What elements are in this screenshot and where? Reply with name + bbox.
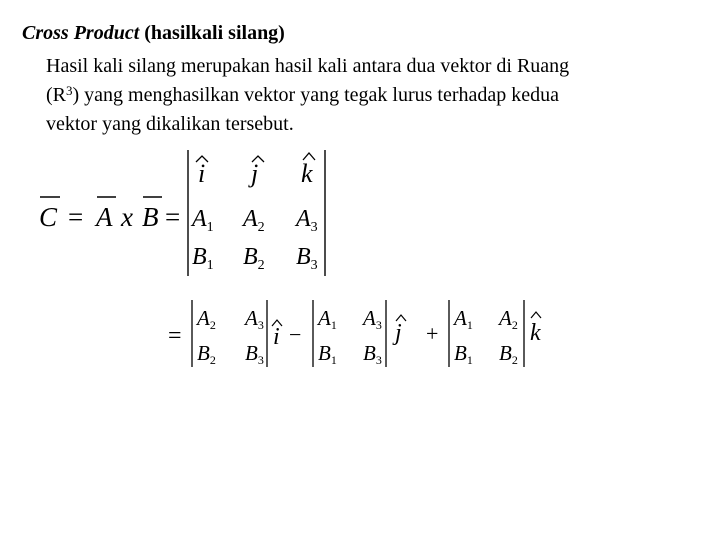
unit-j — [248, 156, 264, 188]
a1: $A_1$ — [192, 206, 214, 235]
expansion-unit-k — [530, 312, 541, 346]
equals-sign: = — [68, 202, 84, 232]
m1-a2: A2 — [197, 306, 216, 332]
hat-icon — [531, 312, 541, 318]
matrix-row-b — [192, 244, 318, 273]
b1: $B_1$ — [192, 244, 214, 273]
m2-a3: A3 — [363, 306, 382, 332]
expansion-unit-j — [392, 315, 406, 346]
m3-b1: B1 — [454, 341, 473, 367]
b3: $B_3$ — [296, 244, 318, 273]
paragraph-line-1: Hasil kali silang merupakan hasil kali antara dua vektor di Ruang — [46, 55, 570, 77]
svg-text:k: k — [530, 320, 541, 346]
paragraph-line-2-rest: ) yang menghasilkan vektor yang tegak lurus terhadap kedua — [72, 84, 560, 106]
vector-a: A — [96, 202, 113, 232]
title-term: Cross Product — [22, 22, 140, 44]
svg-text:j: j — [395, 320, 402, 346]
m1-b2: B2 — [197, 341, 216, 367]
vector-c: C — [39, 202, 58, 232]
plus-sign: + — [426, 321, 439, 346]
m3-a1: A1 — [454, 306, 473, 332]
minor-determinant-1 — [192, 300, 267, 367]
m3-b2: B2 — [499, 341, 518, 367]
r-exponent: 3 — [66, 83, 73, 98]
unit-i — [196, 156, 208, 188]
m1-a3: A3 — [245, 306, 264, 332]
m2-a1: A1 — [318, 306, 337, 332]
svg-text:k: k — [301, 159, 313, 188]
title-translation: (hasilkali silang) — [139, 22, 285, 44]
r-prefix: (R — [46, 84, 66, 106]
cofactor-expansion — [168, 300, 541, 367]
svg-text:i: i — [198, 159, 206, 188]
m2-b1: B1 — [318, 341, 337, 367]
m2-b3: B3 — [363, 341, 382, 367]
a3: $A_3$ — [296, 206, 318, 235]
b2: $B_2$ — [243, 244, 265, 273]
minor-determinant-3 — [449, 300, 524, 367]
m3-a2: A2 — [499, 306, 518, 332]
svg-text:j: j — [251, 159, 259, 188]
expansion-unit-i — [272, 320, 282, 350]
m1-b3: B3 — [245, 341, 264, 367]
svg-text:i: i — [273, 324, 280, 350]
cross-x: x — [121, 202, 133, 232]
paragraph-line-3: vektor yang dikalikan tersebut. — [46, 113, 294, 135]
matrix-row-a — [190, 206, 318, 235]
equals-sign-2: = — [165, 202, 181, 232]
formula-lhs — [39, 197, 180, 232]
a2: $A_2$ — [243, 206, 265, 235]
main-determinant — [188, 150, 325, 276]
expansion-equals: = — [168, 323, 182, 349]
unit-k — [301, 153, 315, 188]
vector-b: B — [142, 202, 159, 232]
minor-determinant-2 — [313, 300, 386, 367]
minus-sign: − — [289, 322, 302, 347]
